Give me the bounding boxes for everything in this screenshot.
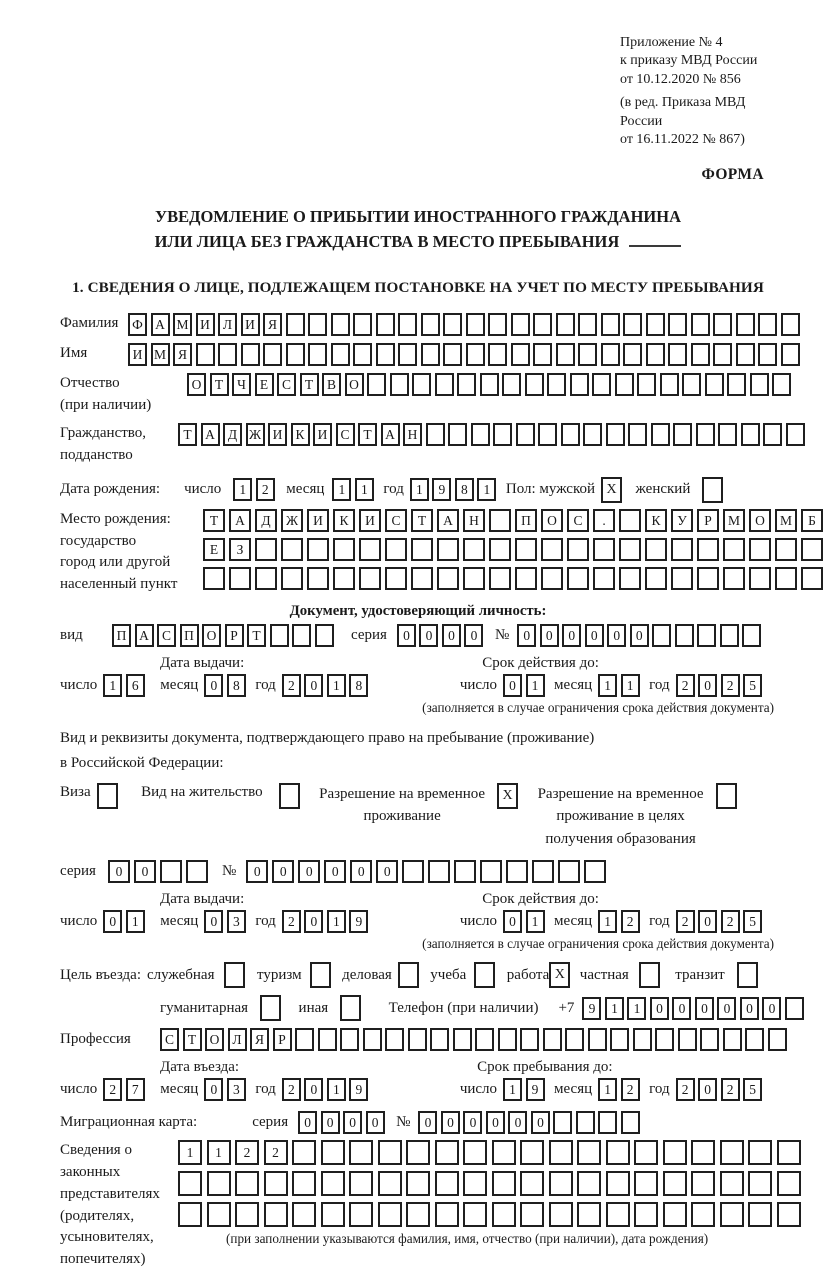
- representatives-label-line4: (родителях,: [60, 1207, 135, 1224]
- field-migration-card: [60, 1111, 776, 1134]
- field-surname: [60, 313, 776, 336]
- profession-label: Профессия: [60, 1031, 131, 1048]
- appendix-line-5: от 16.11.2022 № 867): [620, 132, 745, 148]
- temp-residence-edu-checkbox[interactable]: [716, 783, 741, 809]
- residence-limit-note: (заполняется в случае ограничения срока действия документа): [422, 936, 774, 952]
- doc-seriya-cells[interactable]: 0 0 0 0: [397, 624, 487, 647]
- field-identity-doc: [60, 624, 776, 647]
- representatives-note: (при заполнении указываются фамилия, имя, отчество (при наличии), дата рождения): [226, 1231, 709, 1247]
- temp-residence-label-line1: Разрешение на временное: [319, 785, 486, 802]
- year-label: год: [255, 913, 276, 930]
- birthplace-label-line2: государство: [60, 532, 137, 549]
- phone-cells[interactable]: 9 1 1 0 0 0 0 0 0: [582, 997, 807, 1020]
- field-birthplace: [60, 509, 816, 596]
- day-label: число: [60, 1081, 98, 1098]
- phone-label: Телефон (при наличии): [388, 999, 539, 1016]
- form-title: [60, 204, 776, 255]
- doc-issue-month-cells[interactable]: 0 8: [204, 674, 249, 697]
- entry-month-cells[interactable]: 0 3: [204, 1078, 249, 1101]
- field-representatives: [60, 1140, 776, 1271]
- month-label: месяц: [554, 913, 593, 930]
- field-patronymic: [60, 373, 776, 417]
- migration-seriya-cells[interactable]: 0 0 0 0: [298, 1111, 388, 1134]
- surname-label: Фамилия: [60, 314, 119, 331]
- doc-valid-day-cells[interactable]: 0 1: [503, 674, 548, 697]
- doc-dates-row: [60, 674, 776, 697]
- entry-day-cells[interactable]: 2 7: [103, 1078, 148, 1101]
- purpose-humanitarian-checkbox[interactable]: [260, 995, 285, 1021]
- residence-valid-month-cells[interactable]: 1 2: [598, 910, 643, 933]
- patronymic-label: [60, 373, 187, 417]
- temp-residence-label: [319, 783, 485, 828]
- month-label: месяц: [160, 913, 199, 930]
- stay-until-label: Срок пребывания до:: [477, 1059, 613, 1076]
- purpose-transit-checkbox[interactable]: [737, 962, 762, 988]
- residence-issue-year-cells[interactable]: 2 0 1 9: [282, 910, 372, 933]
- representatives-label-line6: попечителях): [60, 1251, 146, 1268]
- representatives-cells-row2[interactable]: [178, 1171, 805, 1196]
- residence-dates-labels: [60, 891, 776, 908]
- doc-dates-labels: [60, 655, 776, 672]
- patronymic-cells[interactable]: О Т Ч Е С Т В О: [187, 373, 795, 396]
- appendix-reference: [620, 34, 776, 150]
- residence-valid-date-group: [460, 910, 766, 933]
- residence-issue-date-group: [60, 910, 372, 933]
- citizenship-cells[interactable]: Т А Д Ж И К И С Т А Н: [178, 423, 808, 446]
- birthplace-cells-row2[interactable]: Е З: [203, 538, 827, 561]
- birthdate-year-label: год: [383, 481, 404, 498]
- representatives-label-line5: усыновителях,: [60, 1229, 154, 1246]
- temp-residence-edu-label-line3: получения образования: [545, 830, 696, 847]
- day-label: число: [459, 913, 498, 930]
- representatives-cells-row1[interactable]: 1 1 2 2: [178, 1140, 805, 1165]
- patronymic-label-line2: (при наличии): [60, 396, 152, 413]
- representatives-cells-row3[interactable]: [178, 1202, 805, 1227]
- entry-year-cells[interactable]: 2 0 1 9: [282, 1078, 372, 1101]
- purpose-private-checkbox[interactable]: [639, 962, 664, 988]
- sex-label: Пол: мужской: [505, 481, 596, 498]
- residence-doc-types: [60, 783, 776, 851]
- month-label: месяц: [554, 676, 593, 693]
- residence-valid-day-cells[interactable]: 0 1: [503, 910, 548, 933]
- firstname-label: Имя: [60, 344, 88, 361]
- representatives-rows: [178, 1140, 805, 1247]
- purpose-work-checkbox[interactable]: X: [549, 962, 574, 988]
- residence-seriya-label: серия: [60, 863, 96, 880]
- residence-issue-date-label: Дата выдачи:: [160, 891, 245, 908]
- birthplace-label: [60, 509, 203, 596]
- birthdate-day-cells[interactable]: 1 2: [233, 478, 278, 501]
- residence-seriya-cells[interactable]: 0 0: [108, 860, 212, 883]
- residence-num-label: №: [221, 863, 237, 880]
- entry-purpose-row: [60, 962, 776, 988]
- purpose-transit-label: транзит: [675, 966, 725, 983]
- form-title-line-2-text: ИЛИ ЛИЦА БЕЗ ГРАЖДАНСТВА В МЕСТО ПРЕБЫВАНИЯ: [154, 232, 620, 252]
- entry-date-label: Дата въезда:: [160, 1059, 240, 1076]
- stay-year-cells[interactable]: 2 0 2 5: [676, 1078, 766, 1101]
- doc-valid-year-cells[interactable]: 2 0 2 5: [676, 674, 766, 697]
- purpose-commercial-label: деловая: [342, 966, 392, 983]
- residence-issue-month-cells[interactable]: 0 3: [204, 910, 249, 933]
- surname-cells[interactable]: Ф А М И Л И Я: [128, 313, 803, 336]
- entry-dates-row: [60, 1078, 776, 1101]
- residence-num-cells[interactable]: 0 0 0 0 0 0: [246, 860, 610, 883]
- identity-doc-heading: Документ, удостоверяющий личность:: [289, 602, 547, 619]
- day-label: число: [60, 676, 98, 693]
- birthdate-month-cells[interactable]: 1 1: [332, 478, 377, 501]
- doc-type-cells[interactable]: П А С П О Р Т: [112, 624, 337, 647]
- doc-seriya-label: серия: [351, 626, 387, 643]
- doc-type-label: вид: [60, 626, 83, 643]
- profession-cells[interactable]: С Т О Л Я Р: [160, 1028, 790, 1051]
- year-label: год: [649, 676, 670, 693]
- residence-permit-label: Вид на жительство: [141, 783, 263, 800]
- purpose-business-checkbox[interactable]: [224, 962, 249, 988]
- day-label: число: [459, 676, 498, 693]
- migration-num-label: №: [396, 1114, 411, 1131]
- residence-doc-series: [60, 860, 776, 883]
- purpose-tourism-label: туризм: [256, 966, 302, 983]
- representatives-label-line1: Сведения о: [60, 1142, 132, 1159]
- migration-card-label: Миграционная карта:: [60, 1114, 198, 1131]
- year-label: год: [255, 676, 276, 693]
- birthplace-label-line4: населенный пункт: [60, 576, 178, 593]
- entry-date-group: [60, 1078, 372, 1101]
- appendix-line-4: (в ред. Приказа МВД России: [620, 95, 746, 129]
- birthdate-day-label: число: [184, 481, 222, 498]
- appendix-line-2: к приказу МВД России: [620, 53, 758, 69]
- year-label: год: [255, 1081, 276, 1098]
- purpose-prefix-label: Цель въезда:: [60, 966, 141, 983]
- year-label: год: [649, 913, 670, 930]
- doc-num-cells[interactable]: 0 0 0 0 0 0: [517, 624, 765, 647]
- birthplace-cells-row1[interactable]: Т А Д Ж И К И С Т А Н П О С . К У Р М О М Б: [203, 509, 827, 532]
- appendix-line-3: от 10.12.2020 № 856: [620, 71, 741, 87]
- doc-limit-note: (заполняется в случае ограничения срока действия документа): [422, 699, 774, 715]
- purpose-work-label: работа: [506, 966, 550, 983]
- form-word-label: ФОРМА: [701, 165, 764, 183]
- phone-prefix: +7: [558, 999, 575, 1016]
- purpose-private-label: частная: [579, 966, 629, 983]
- purpose-business-label: служебная: [146, 966, 215, 983]
- temp-residence-edu-label-line2: проживание в целях: [556, 808, 685, 825]
- field-firstname: [60, 343, 776, 366]
- doc-issue-year-cells[interactable]: 2 0 1 8: [282, 674, 372, 697]
- purpose-study-label: учеба: [430, 966, 467, 983]
- field-citizenship: [60, 423, 776, 467]
- birthdate-month-label: месяц: [286, 481, 325, 498]
- residence-dates-row: [60, 910, 776, 933]
- citizenship-label-line2: подданство: [60, 447, 133, 464]
- purpose-humanitarian-label: гуманитарная: [160, 999, 249, 1016]
- citizenship-label-line1: Гражданство,: [60, 425, 147, 442]
- entry-dates-labels: [60, 1059, 776, 1076]
- month-label: месяц: [160, 1081, 199, 1098]
- temp-residence-checkbox[interactable]: X: [497, 783, 522, 809]
- representatives-label-line3: представителях: [60, 1185, 160, 1202]
- residence-valid-year-cells[interactable]: 2 0 2 5: [676, 910, 766, 933]
- field-profession: [60, 1028, 776, 1051]
- stay-day-cells[interactable]: 1 9: [503, 1078, 548, 1101]
- visa-checkbox[interactable]: [97, 783, 122, 809]
- sex-female-label: женский: [635, 481, 691, 498]
- residence-valid-until-label: Срок действия до:: [482, 891, 599, 908]
- doc-num-label: №: [494, 626, 510, 643]
- purpose-tourism-checkbox[interactable]: [310, 962, 335, 988]
- residence-permit-checkbox[interactable]: [279, 783, 304, 809]
- purpose-study-checkbox[interactable]: [474, 962, 499, 988]
- section1-heading: 1. СВЕДЕНИЯ О ЛИЦЕ, ПОДЛЕЖАЩЕМ ПОСТАНОВКЕ НА УЧЕТ ПО МЕСТУ ПРЕБЫВАНИЯ: [72, 278, 764, 296]
- birthplace-rows: [203, 509, 827, 590]
- birthdate-year-cells[interactable]: 1 9 8 1: [410, 478, 500, 501]
- representatives-label-line2: законных: [60, 1164, 121, 1181]
- migration-num-cells[interactable]: 0 0 0 0 0 0: [418, 1111, 643, 1134]
- residence-issue-day-cells[interactable]: 0 1: [103, 910, 148, 933]
- form-title-line-1: УВЕДОМЛЕНИЕ О ПРИБЫТИИ ИНОСТРАННОГО ГРАЖДАНИНА: [154, 206, 682, 226]
- doc-issue-date-group: [60, 674, 372, 697]
- citizenship-label: [60, 423, 178, 467]
- doc-valid-date-group: [460, 674, 766, 697]
- patronymic-label-line1: Отчество: [60, 374, 120, 391]
- purpose-other-checkbox[interactable]: [340, 995, 365, 1021]
- temp-residence-edu-label: [538, 783, 704, 851]
- birthplace-label-line1: Место рождения:: [60, 510, 171, 527]
- birthplace-label-line3: город или другой: [60, 554, 171, 571]
- day-label: число: [459, 1081, 498, 1098]
- residence-doc-intro-line1: Вид и реквизиты документа, подтверждающего право на пребывание (проживание): [60, 729, 595, 746]
- birthplace-cells-row3[interactable]: [203, 567, 827, 590]
- sex-male-checkbox[interactable]: X: [601, 477, 626, 503]
- temp-residence-label-line2: проживание: [363, 808, 441, 825]
- sex-female-checkbox[interactable]: [702, 477, 727, 503]
- month-label: месяц: [160, 676, 199, 693]
- residence-doc-intro: [60, 726, 776, 777]
- stay-until-group: [460, 1078, 766, 1101]
- residence-doc-intro-line2: в Российской Федерации:: [60, 755, 224, 772]
- doc-valid-until-label: Срок действия до:: [482, 654, 599, 671]
- representatives-label: [60, 1140, 178, 1271]
- month-label: месяц: [554, 1081, 593, 1098]
- doc-issue-day-cells[interactable]: 1 6: [103, 674, 148, 697]
- doc-issue-date-label: Дата выдачи:: [160, 654, 245, 671]
- form-number-blank-line: [629, 231, 681, 247]
- purpose-commercial-checkbox[interactable]: [398, 962, 423, 988]
- temp-residence-edu-label-line1: Разрешение на временное: [537, 785, 704, 802]
- year-label: год: [649, 1081, 670, 1098]
- visa-label: Виза: [60, 783, 91, 800]
- migration-seriya-label: серия: [252, 1114, 289, 1131]
- firstname-cells[interactable]: И М Я: [128, 343, 803, 366]
- day-label: число: [60, 913, 98, 930]
- doc-valid-month-cells[interactable]: 1 1: [598, 674, 643, 697]
- form-title-line-2: [60, 229, 776, 255]
- purpose-extra-phone-row: [160, 995, 776, 1021]
- field-birthdate: [60, 477, 776, 503]
- birthdate-label: Дата рождения:: [60, 481, 161, 498]
- purpose-other-label: иная: [298, 999, 329, 1016]
- appendix-line-1: Приложение № 4: [620, 35, 723, 50]
- stay-month-cells[interactable]: 1 2: [598, 1078, 643, 1101]
